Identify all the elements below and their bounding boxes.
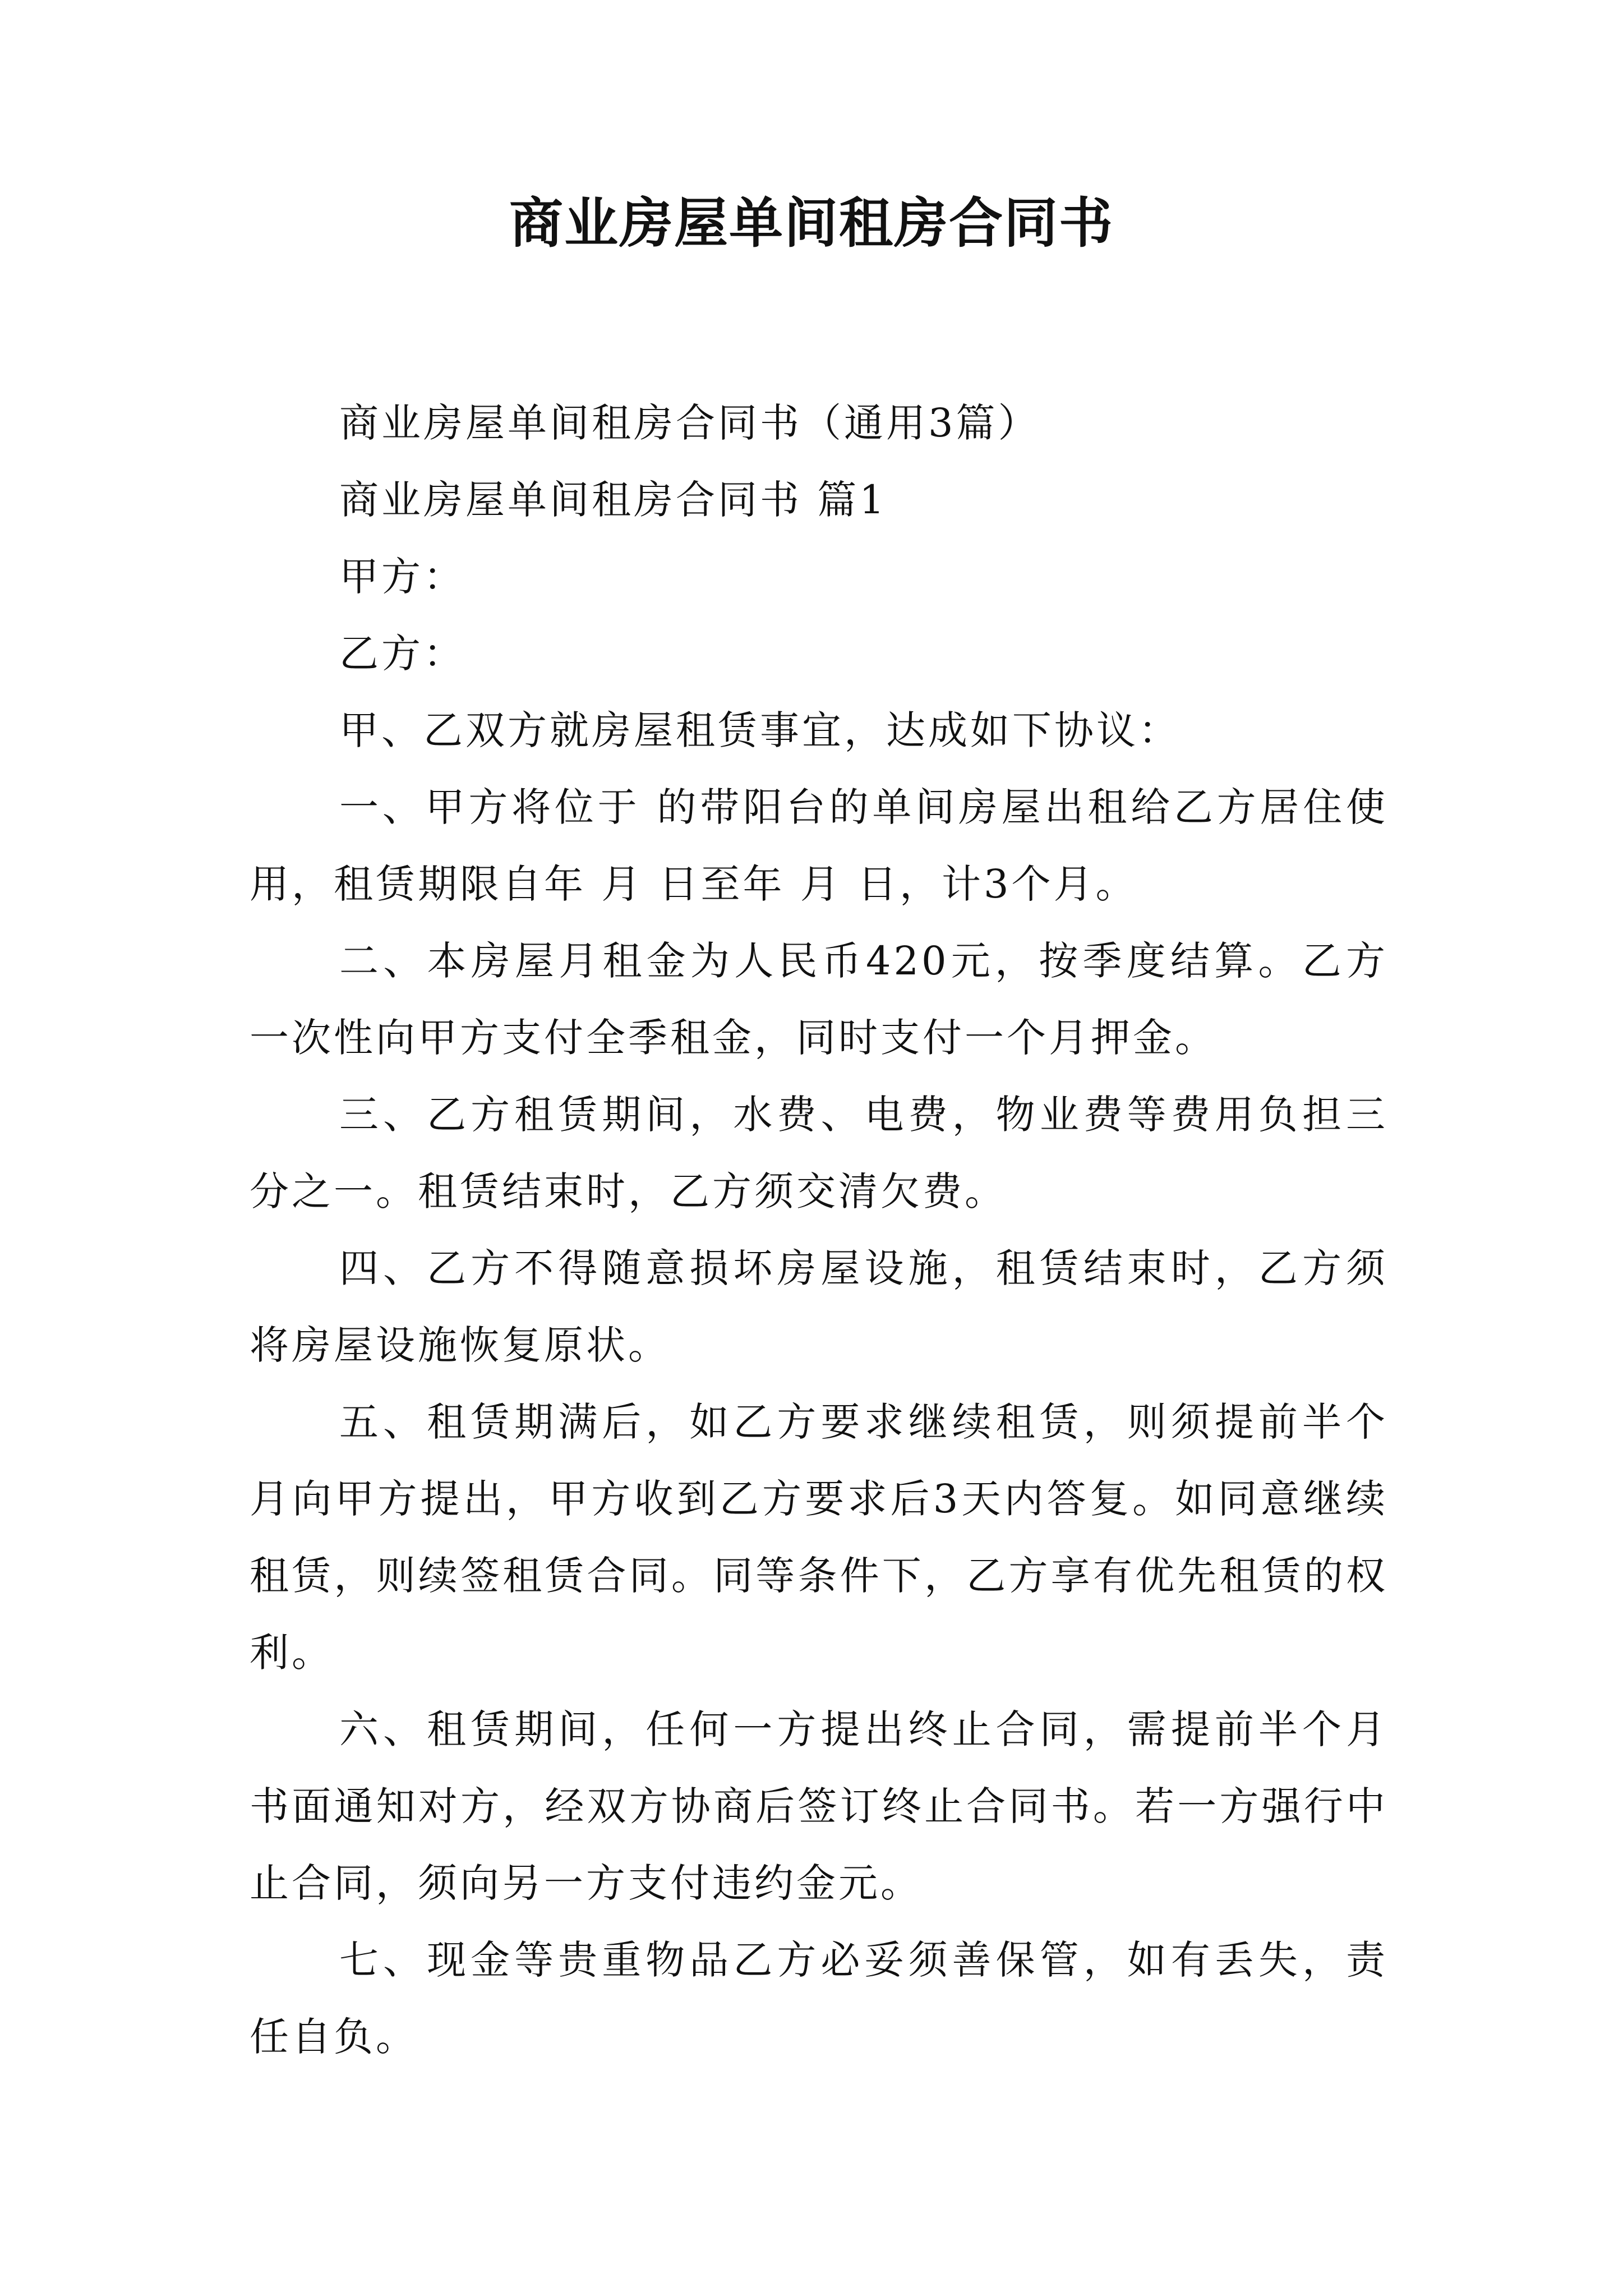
paragraph-clause-6: 六、租赁期间，任何一方提出终止合同，需提前半个月书面通知对方，经双方协商后签订终止合同书。若一方强行中止合同，须向另一方支付违约金元。 bbox=[250, 1706, 1388, 1906]
paragraph-agreement-intro: 甲、乙双方就房屋租赁事宜，达成如下协议： bbox=[339, 707, 1181, 753]
paragraph-clause-2: 二、本房屋月租金为人民币420元，按季度结算。乙方一次性向甲方支付全季租金，同时支付一个月押金。 bbox=[250, 938, 1388, 1061]
paragraph-clause-1: 一、甲方将位于 的带阳台的单间房屋出租给乙方居住使用，租赁期限自年 月 日至年 月 日，计3个月。 bbox=[250, 784, 1388, 907]
document-body bbox=[250, 385, 1388, 2076]
paragraph-clause-3: 三、乙方租赁期间，水费、电费，物业费等费用负担三分之一。租赁结束时，乙方须交清欠费。 bbox=[250, 1092, 1388, 1214]
paragraph-heading: 商业房屋单间租房合同书（通用3篇） bbox=[339, 400, 1040, 446]
paragraph-party-a: 甲方： bbox=[339, 554, 465, 600]
paragraph-clause-5: 五、租赁期满后，如乙方要求继续租赁，则须提前半个月向甲方提出，甲方收到乙方要求后3天内答复。如同意继续租赁，则续签租赁合同。同等条件下，乙方享有优先租赁的权利。 bbox=[250, 1399, 1388, 1676]
paragraph-party-b: 乙方： bbox=[339, 631, 465, 677]
document-title: 商业房屋单间租房合同书 bbox=[509, 191, 1114, 255]
paragraph-clause-7: 七、现金等贵重物品乙方必妥须善保管，如有丢失，责任自负。 bbox=[250, 1937, 1388, 2060]
paragraph-part-title: 商业房屋单间租房合同书 篇1 bbox=[339, 477, 887, 523]
paragraph-clause-4: 四、乙方不得随意损坏房屋设施，租赁结束时，乙方须将房屋设施恢复原状。 bbox=[250, 1245, 1388, 1368]
